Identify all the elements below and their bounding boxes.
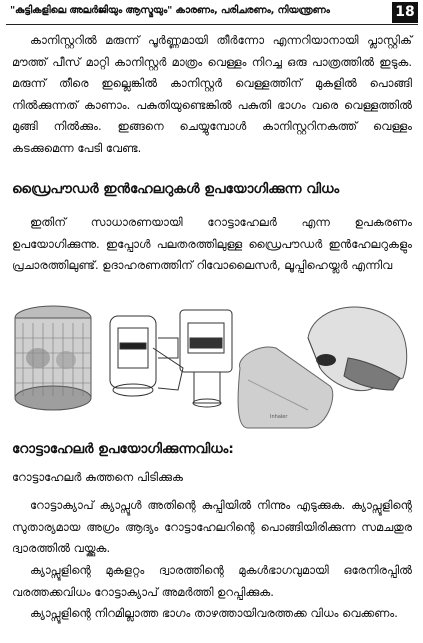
svg-text:Inhaler: Inhaler — [270, 414, 288, 420]
paragraph-insert-capsule: റോട്ടാക്യാപ് ക്യാപ്സൂൾ അതിന്റെ കുപ്പിയിൽ നിന്നും എടുക്കുക. ക്യാപ്സൂളിന്റെ സുതാര്യമായ അഗ്രം ആദ്യം റോട്ടാഹേലറിന്റെ പൊങ്ങിയിരിക്കുന്ന സമചതുര ദ്വാരത്തിൽ വയ്ക്കുക. — [12, 498, 412, 555]
book-title: "കുട്ടികളിലെ അലർജിയും ആസ്മയും" കാരണം, പരിചരണം, നിയന്ത്രണം — [10, 5, 330, 16]
paragraph-capsule-orientation: ക്യാപ്സൂളിന്റെ നിറമില്ലാത്ത ഭാഗം താഴത്തായിവരത്തക്ക വിധം വെക്കണം. — [30, 606, 398, 620]
paragraph-rotahaler-intro: ഇതിന് സാധാരണയായി റോട്ടാഹേലർ എന്ന ഉപകരണം ഉപയോഗിക്കുന്നു. ഇപ്പോൾ പലതരത്തിലുള്ള ഡ്രൈപൗഡർ ഇൻഹേലറുകളും പ്രചാരത്തിലുണ്ട്. ഉദാഹരണത്തിന് റിവോലൈസർ, ലൂപ്പിഹെയ്ലർ എന്നിവ — [12, 215, 412, 272]
step-hold-upright: റോട്ടാഹേലർ കുത്തനെ പിടിക്കുക — [12, 470, 183, 484]
inhaler-illustrations — [8, 298, 414, 433]
revolizer-device-image — [15, 306, 91, 410]
paragraph-press-rotacap: ക്യാപ്സൂളിന്റെ മുകളറ്റം ദ്വാരത്തിന്റെ മുകൾഭാഗവുമായി ഒരേനിരപ്പിൽ വരത്തക്കവിധം റോട്ടാക്യാപ് അമർത്തി ഉറപ്പിക്കുക. — [12, 563, 412, 599]
heading-dry-powder-inhalers: ഡ്രൈപൗഡർ ഇൻഹേലറുകൾ ഉപയോഗിക്കുന്ന വിധം — [12, 181, 340, 197]
rotahaler-outline-image — [110, 316, 183, 396]
page-number: 18 — [392, 2, 418, 23]
spinhaler-device-image — [308, 307, 407, 391]
cup-device-image — [180, 310, 232, 407]
page-header — [6, 2, 418, 25]
paragraph-canister-check: കാനിസ്റ്ററിൽ മരുന്ന് പൂർണ്ണമായി തീർന്നോ എന്നറിയാനായി പ്ലാസ്റ്റിക് മൗത്ത് പീസ് മാറ്റി കാനിസ്റ്റർ മാത്രം വെള്ളം നിറച്ച ഒരു പാത്രത്തിൽ ഇടുക. മരുന്ന് തീരെ ഇല്ലെങ്കിൽ കാനിസ്റ്റർ വെള്ളത്തിന് മുകളിൽ പൊങ്ങി നിൽക്കുന്നത് കാണാം. പകുതിയുണ്ടെങ്കിൽ പകുതി ഭാഗം വരെ വെള്ളത്തിൽ മുങ്ങി നിൽക്കും. ഇങ്ങനെ ചെയ്യുമ്പോൾ കാനിസ്റ്ററിനകത്ത് വെള്ളം കടക്കുമെന്ന പേടി വേണ്ട. — [12, 33, 412, 155]
inhaler-devices-figure — [8, 298, 414, 433]
heading-rotahaler-usage: റോട്ടാഹേലർ ഉപയോഗിക്കുന്നവിധം: — [12, 441, 234, 457]
